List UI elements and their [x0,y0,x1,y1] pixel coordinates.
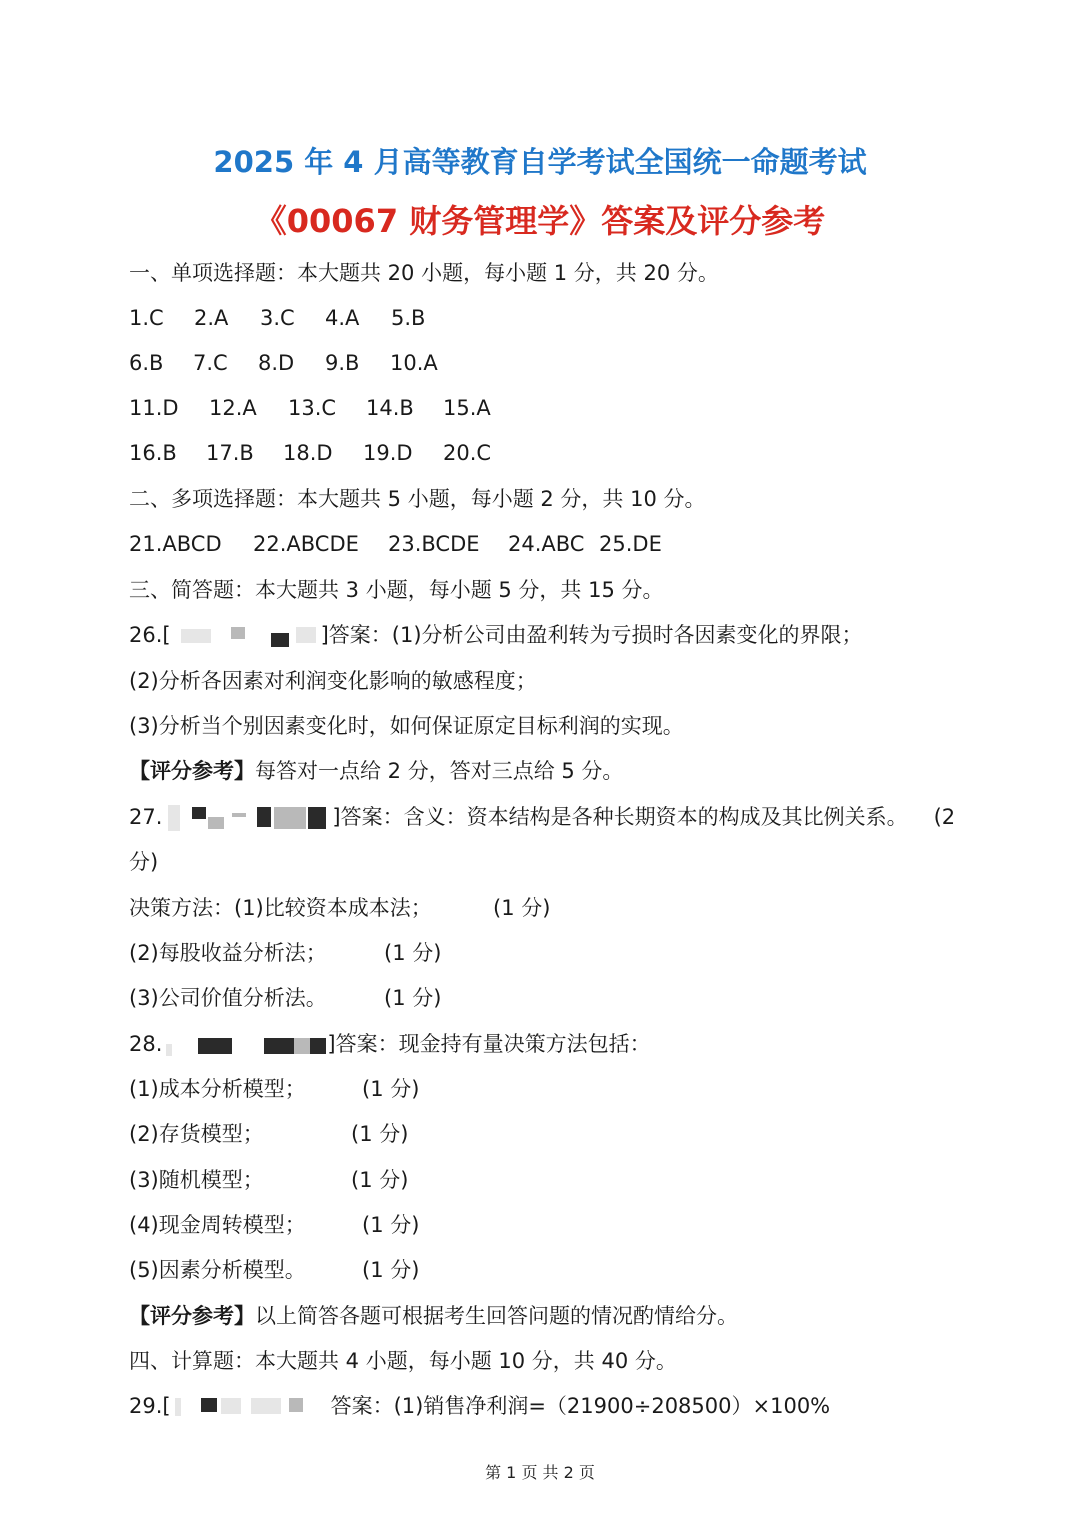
score-text: (1 分) [362,1077,420,1101]
score-text: (1 分) [384,986,442,1010]
answer-item: 15.A [443,396,491,420]
model-item [129,1165,408,1195]
answer-item: 25.DE [599,532,662,556]
answer-item: 19.D [363,441,413,465]
section-1-heading: 一、单项选择题：本大题共 20 小题，每小题 1 分，共 20 分。 [129,261,719,285]
question-27 [129,802,955,832]
grading-text: 每答对一点给 2 分，答对三点给 5 分。 [255,759,624,783]
model-item [129,1210,419,1240]
answer-item: 6.B [129,351,164,375]
answer-item: 24.ABC [508,532,585,556]
question-29 [129,1391,830,1421]
question-26 [129,620,863,650]
model-text: (1)成本分析模型； [129,1077,306,1101]
grading-label: 【评分参考】 [129,759,255,783]
model-text: (5)因素分析模型。 [129,1258,306,1282]
answer-row [129,438,491,468]
score-text: (2 [933,805,956,829]
model-item [129,1074,419,1104]
answer-point: (3)分析当个别因素变化时，如何保证原定目标利润的实现。 [129,714,684,738]
answer-row [129,529,662,559]
redacted-block [171,623,321,649]
answer-item: 16.B [129,441,177,465]
answer-item: 13.C [288,396,337,420]
method-line [129,938,441,968]
model-item [129,1119,408,1149]
redacted-block [162,1032,327,1058]
model-text: (3)随机模型； [129,1168,264,1192]
answer-item: 5.B [391,306,426,330]
redacted-block [162,805,332,831]
method-line [129,983,441,1013]
answer-item: 14.B [366,396,414,420]
score-text: (1 分) [351,1168,409,1192]
score-text: (1 分) [362,1213,420,1237]
score-text: (1 分) [384,941,442,965]
answer-row [129,303,425,333]
answer-text: ]答案：现金持有量决策方法包括： [327,1032,651,1056]
method-text: 决策方法：(1)比较资本成本法； [129,896,432,920]
page-footer: 第 1 页 共 2 页 [485,1463,595,1482]
method-text: (3)公司价值分析法。 [129,986,327,1010]
answer-row [129,348,438,378]
answer-item: 22.ABCDE [253,532,359,556]
score-text: (1 分) [362,1258,420,1282]
section-4-heading: 四、计算题：本大题共 4 小题，每小题 10 分，共 40 分。 [129,1349,677,1373]
answer-item: 8.D [258,351,295,375]
section-3-heading: 三、简答题：本大题共 3 小题，每小题 5 分，共 15 分。 [129,578,664,602]
method-text: (2)每股收益分析法； [129,941,327,965]
answer-item: 21.ABCD [129,532,222,556]
answer-row [129,393,491,423]
answer-text: 答案：(1)销售净利润=（21900÷208500）×100% [330,1394,831,1418]
answer-item: 12.A [209,396,257,420]
answer-text: ]答案：含义：资本结构是各种长期资本的构成及其比例关系。 [332,805,908,829]
redacted-block [171,1394,331,1420]
document-title: 2025 年 4 月高等教育自学考试全国统一命题考试 [213,145,867,179]
grading-label: 【评分参考】 [129,1304,255,1328]
model-text: (2)存货模型； [129,1122,264,1146]
answer-item: 20.C [443,441,492,465]
method-line [129,893,550,923]
answer-item: 1.C [129,306,164,330]
answer-item: 18.D [283,441,333,465]
model-item [129,1255,419,1285]
question-number: 28. [129,1032,163,1056]
grading-note [129,1301,738,1331]
answer-item: 9.B [325,351,360,375]
question-number: 29.[ [129,1394,171,1418]
answer-item: 7.C [193,351,228,375]
question-number: 26.[ [129,623,171,647]
answer-item: 10.A [390,351,438,375]
answer-item: 4.A [325,306,360,330]
score-text: (1 分) [351,1122,409,1146]
score-text: (1 分) [493,896,551,920]
answer-item: 11.D [129,396,179,420]
section-2-heading: 二、多项选择题：本大题共 5 小题，每小题 2 分，共 10 分。 [129,487,706,511]
answer-item: 23.BCDE [388,532,480,556]
grading-text: 以上简答各题可根据考生回答问题的情况酌情给分。 [255,1304,738,1328]
grading-note [129,756,623,786]
answer-item: 2.A [194,306,229,330]
score-text-cont: 分) [129,850,159,874]
question-28 [129,1029,651,1059]
model-text: (4)现金周转模型； [129,1213,306,1237]
question-number: 27. [129,805,163,829]
answer-item: 17.B [206,441,254,465]
answer-text: ]答案：(1)分析公司由盈利转为亏损时各因素变化的界限； [320,623,863,647]
document-subtitle: 《00067 财务管理学》答案及评分参考 [254,202,826,240]
answer-point: (2)分析各因素对利润变化影响的敏感程度； [129,669,537,693]
answer-item: 3.C [260,306,295,330]
